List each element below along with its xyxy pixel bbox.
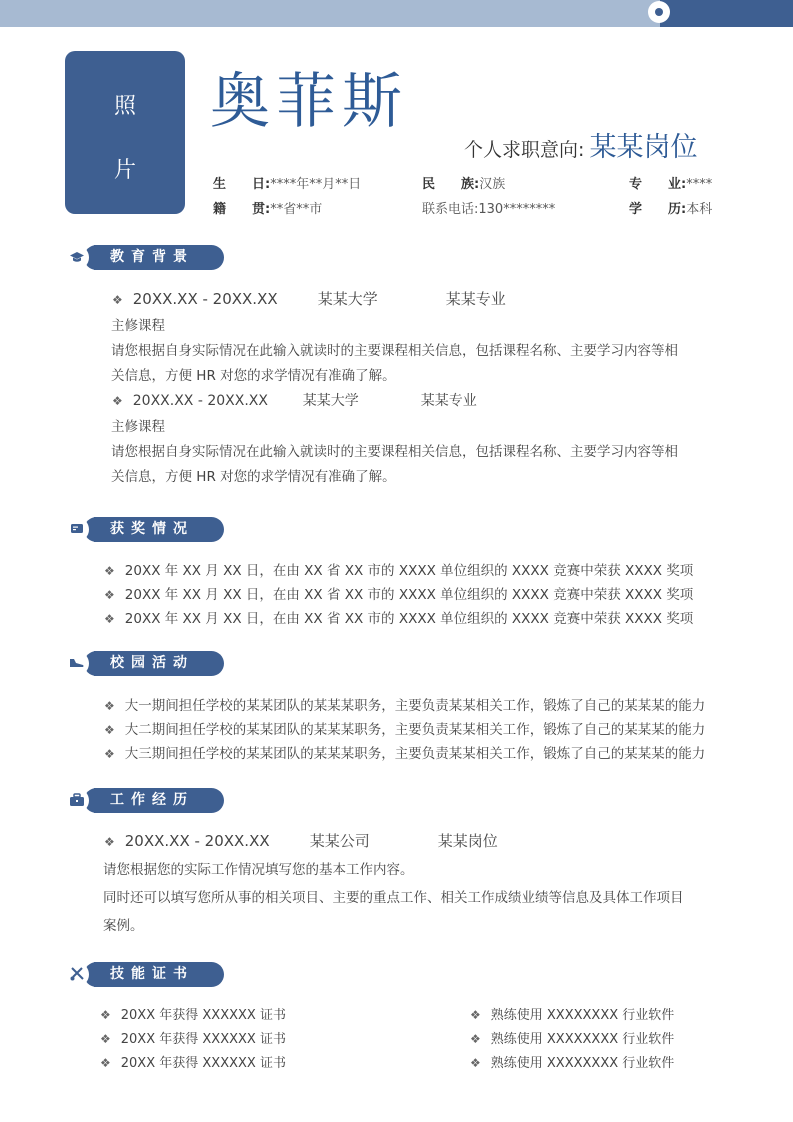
- education-entry-1: [112, 288, 506, 309]
- award-item: [104, 583, 693, 603]
- education-desc: 关信息，方便 HR 对您的求学情况有准确了解。: [111, 368, 396, 384]
- job-intent: [464, 125, 698, 164]
- work-desc: 请您根据您的实际工作情况填写您的基本工作内容。: [103, 862, 414, 878]
- candidate-name: 奥菲斯: [210, 67, 408, 137]
- photo-label-1: 照: [113, 94, 136, 119]
- info-native-label: 籍 贯:: [213, 202, 271, 217]
- briefcase-icon: [64, 788, 89, 813]
- info-nation-value: 汉族: [479, 177, 506, 192]
- info-degree-value: 本科: [686, 202, 713, 217]
- section-title: 校园活动: [110, 655, 194, 671]
- bullet-icon: ❖: [100, 1032, 111, 1046]
- education-desc: 请您根据自身实际情况在此输入就读时的主要课程相关信息，包括课程名称、主要学习内容等相: [111, 343, 678, 359]
- section-header-campus: [64, 651, 224, 676]
- bullet-icon: ❖: [470, 1056, 481, 1070]
- bullet-icon: ❖: [112, 394, 123, 408]
- work-position: 某某岗位: [437, 832, 498, 850]
- section-title: 技能证书: [110, 966, 194, 982]
- info-phone-label: 联系电话:: [422, 202, 479, 217]
- education-school: 某某大学: [317, 290, 378, 308]
- info-nation: [422, 173, 505, 192]
- section-header-awards: [64, 517, 224, 542]
- education-desc: 关信息，方便 HR 对您的求学情况有准确了解。: [111, 469, 396, 485]
- work-entry: [104, 830, 498, 851]
- bullet-icon: ❖: [470, 1008, 481, 1022]
- education-desc: 请您根据自身实际情况在此输入就读时的主要课程相关信息，包括课程名称、主要学习内容等相: [111, 444, 678, 460]
- info-degree-label: 学 历:: [629, 202, 687, 217]
- education-period: 20XX.XX - 20XX.XX: [132, 290, 278, 308]
- software-text: 熟练使用 XXXXXXXX 行业软件: [490, 1008, 675, 1023]
- bullet-icon: ❖: [100, 1056, 111, 1070]
- section-header-work: [64, 788, 224, 813]
- education-major: 某某专业: [420, 393, 477, 409]
- info-birth-label: 生 日:: [213, 177, 271, 192]
- top-bar-accent: [660, 0, 793, 27]
- job-intent-label: 个人求职意向:: [464, 139, 585, 161]
- bullet-icon: ❖: [104, 747, 115, 761]
- software-item: [470, 1004, 674, 1023]
- award-item: [104, 607, 693, 627]
- bullet-icon: ❖: [104, 588, 115, 602]
- education-school: 某某大学: [302, 393, 359, 409]
- campus-text: 大一期间担任学校的某某团队的某某某职务，主要负责某某相关工作，锻炼了自己的某某某的能力: [124, 698, 706, 714]
- bullet-icon: ❖: [112, 293, 123, 307]
- graduation-cap-icon: [64, 245, 89, 270]
- info-phone: [422, 198, 555, 217]
- photo-label-2: 片: [113, 158, 136, 183]
- info-native-value: **省**市: [270, 202, 323, 217]
- bullet-icon: ❖: [104, 835, 115, 849]
- bullet-icon: ❖: [470, 1032, 481, 1046]
- campus-item: [104, 742, 705, 762]
- education-course-label: 主修课程: [111, 318, 165, 334]
- info-degree: [629, 198, 712, 217]
- software-text: 熟练使用 XXXXXXXX 行业软件: [490, 1032, 675, 1047]
- award-text: 20XX 年 XX 月 XX 日，在由 XX 省 XX 市的 XXXX 单位组织的 XXXX 竞赛中荣获 XXXX 奖项: [124, 587, 694, 603]
- info-native: [213, 198, 322, 217]
- top-bar: [0, 0, 793, 27]
- work-desc: 同时还可以填写您所从事的相关项目、主要的重点工作、相关工作成绩业绩等信息及具体工作项目: [103, 890, 684, 906]
- education-entry-2: [112, 390, 477, 410]
- section-header-skills: [64, 962, 224, 987]
- info-major-value: ****: [686, 177, 713, 192]
- top-bar-dot: [648, 1, 670, 23]
- education-major: 某某专业: [445, 290, 506, 308]
- info-birth-value: ****年**月**日: [270, 177, 362, 192]
- software-item: [470, 1052, 674, 1071]
- award-text: 20XX 年 XX 月 XX 日，在由 XX 省 XX 市的 XXXX 单位组织的 XXXX 竞赛中荣获 XXXX 奖项: [124, 611, 694, 627]
- campus-item: [104, 694, 705, 714]
- info-major-label: 专 业:: [629, 177, 687, 192]
- info-nation-label: 民 族:: [422, 177, 480, 192]
- cert-text: 20XX 年获得 XXXXXX 证书: [120, 1056, 286, 1071]
- work-desc: 案例。: [103, 918, 144, 934]
- section-header-education: [64, 245, 224, 270]
- work-company: 某某公司: [309, 832, 370, 850]
- bullet-icon: ❖: [104, 699, 115, 713]
- shoe-icon: [64, 651, 89, 676]
- cert-text: 20XX 年获得 XXXXXX 证书: [120, 1008, 286, 1023]
- certificate-icon: [64, 517, 89, 542]
- section-title: 教育背景: [110, 249, 194, 265]
- software-item: [470, 1028, 674, 1047]
- campus-text: 大三期间担任学校的某某团队的某某某职务，主要负责某某相关工作，锻炼了自己的某某某的能力: [124, 746, 706, 762]
- work-period: 20XX.XX - 20XX.XX: [124, 832, 270, 850]
- cert-text: 20XX 年获得 XXXXXX 证书: [120, 1032, 286, 1047]
- education-period: 20XX.XX - 20XX.XX: [132, 393, 268, 409]
- bullet-icon: ❖: [104, 564, 115, 578]
- cert-item: [100, 1028, 286, 1047]
- info-phone-value: 130********: [478, 202, 556, 217]
- section-title: 工作经历: [110, 792, 194, 808]
- award-item: [104, 559, 693, 579]
- bullet-icon: ❖: [104, 723, 115, 737]
- education-course-label: 主修课程: [111, 419, 165, 435]
- tools-icon: [64, 962, 89, 987]
- bullet-icon: ❖: [100, 1008, 111, 1022]
- info-major: [629, 173, 712, 192]
- bullet-icon: ❖: [104, 612, 115, 626]
- cert-item: [100, 1052, 286, 1071]
- cert-item: [100, 1004, 286, 1023]
- software-text: 熟练使用 XXXXXXXX 行业软件: [490, 1056, 675, 1071]
- campus-text: 大二期间担任学校的某某团队的某某某职务，主要负责某某相关工作，锻炼了自己的某某某的能力: [124, 722, 706, 738]
- job-intent-value: 某某岗位: [589, 132, 698, 163]
- campus-item: [104, 718, 705, 738]
- award-text: 20XX 年 XX 月 XX 日，在由 XX 省 XX 市的 XXXX 单位组织的 XXXX 竞赛中荣获 XXXX 奖项: [124, 563, 694, 579]
- info-birth: [213, 173, 361, 192]
- section-title: 获奖情况: [110, 521, 194, 537]
- photo-placeholder: [65, 51, 185, 214]
